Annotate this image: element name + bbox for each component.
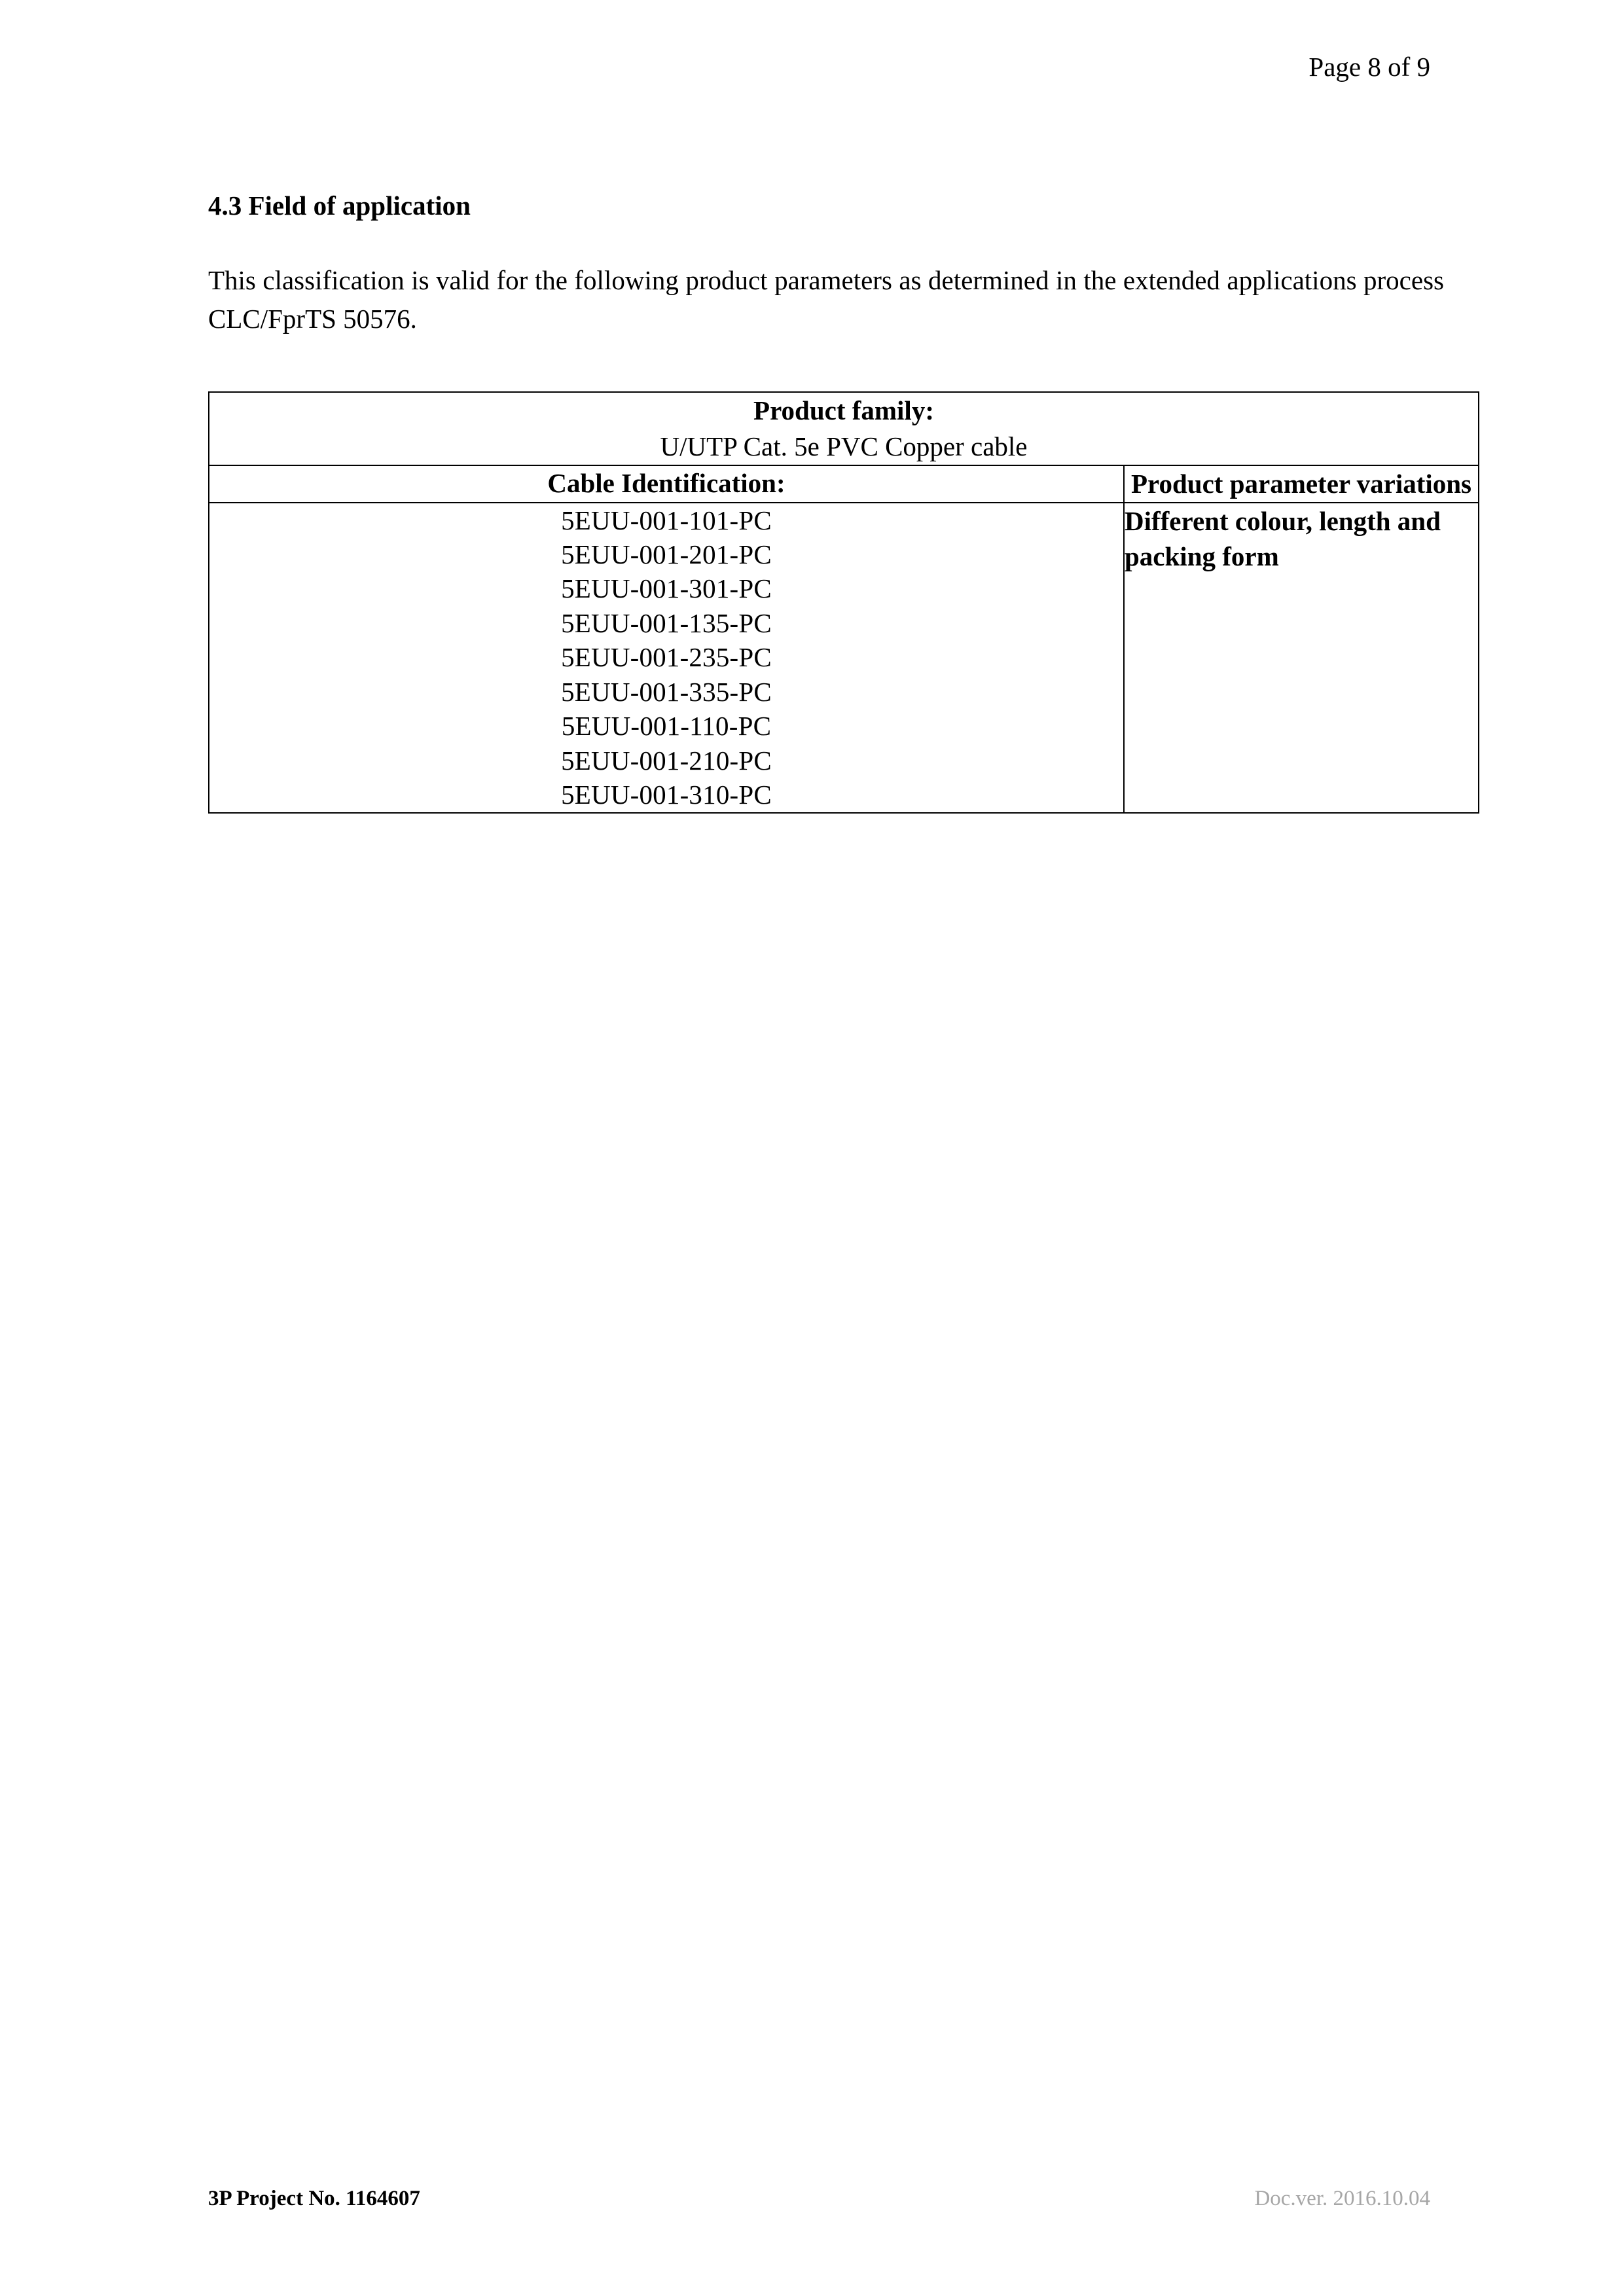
- cable-identification-cell: [209, 503, 1124, 813]
- footer-doc-version: Doc.ver. 2016.10.04: [1254, 2187, 1430, 2211]
- page-footer: [208, 2186, 1430, 2212]
- list-item: 5EUU-001-310-PC: [561, 780, 772, 810]
- section-heading: 4.3 Field of application: [208, 190, 471, 221]
- footer-project-number: 3P Project No. 1164607: [208, 2187, 420, 2211]
- field-of-application-table: [208, 391, 1479, 814]
- column-header-product-parameter-variations: Product parameter variations: [1124, 465, 1479, 502]
- column-header-cable-identification: Cable Identification:: [209, 465, 1124, 502]
- product-family-label: Product family:: [753, 395, 934, 425]
- list-item: 5EUU-001-210-PC: [561, 745, 772, 776]
- page-content: [208, 188, 1472, 814]
- product-parameter-variations-cell: [1124, 503, 1479, 813]
- list-item: 5EUU-001-235-PC: [561, 642, 772, 673]
- table-row: [209, 465, 1479, 502]
- cable-id-list: [209, 503, 1123, 812]
- list-item: 5EUU-001-101-PC: [561, 505, 772, 535]
- table-row: [209, 392, 1479, 466]
- list-item: 5EUU-001-110-PC: [561, 711, 772, 742]
- table-row: [209, 503, 1479, 813]
- variations-text: Different colour, length and packing form: [1125, 505, 1441, 572]
- product-family-cell: [209, 392, 1479, 466]
- list-item: 5EUU-001-301-PC: [561, 573, 772, 604]
- page-number-header: Page 8 of 9: [1308, 52, 1430, 82]
- section-paragraph: This classification is valid for the following product parameters as determined in the extended applications process CLC/FprTS 50576.: [208, 265, 1444, 334]
- list-item: 5EUU-001-135-PC: [561, 607, 772, 638]
- list-item: 5EUU-001-201-PC: [561, 539, 772, 569]
- product-family-value: U/UTP Cat. 5e PVC Copper cable: [660, 431, 1028, 462]
- list-item: 5EUU-001-335-PC: [561, 676, 772, 707]
